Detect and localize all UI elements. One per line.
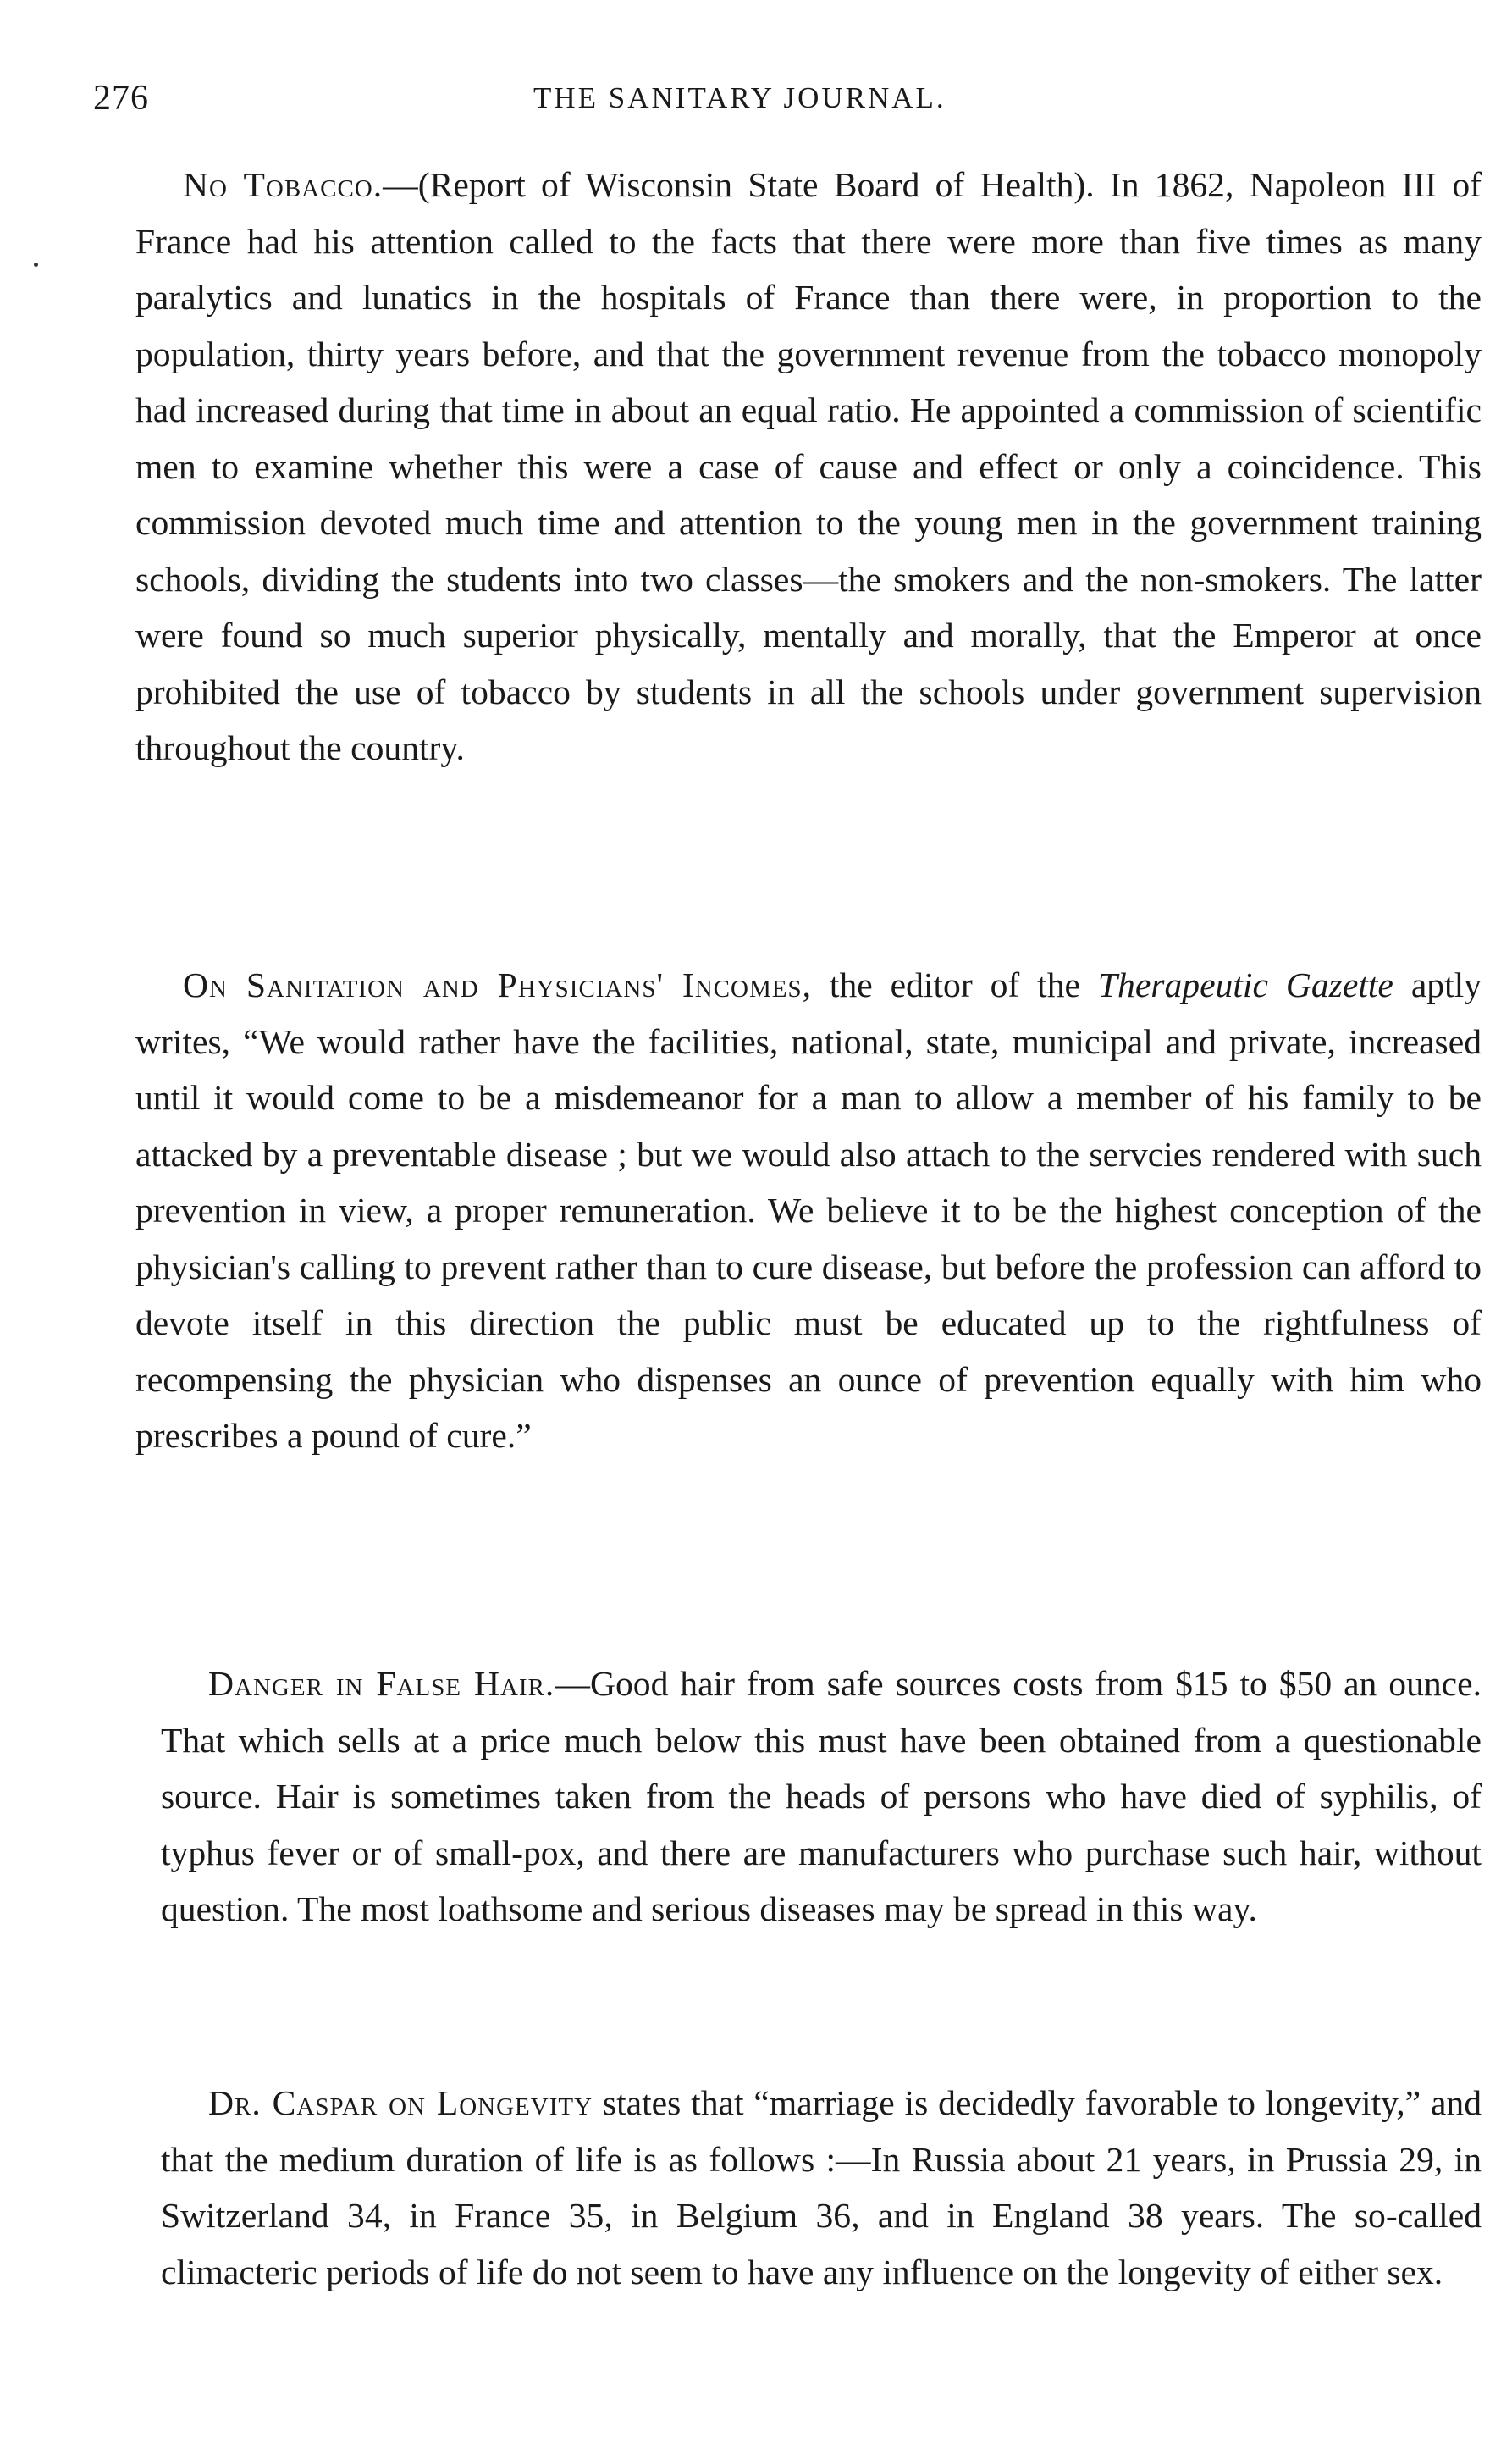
stray-mark xyxy=(34,263,38,267)
article-lead: On Sanitation and Physicians' Incomes, xyxy=(183,965,812,1004)
article-no-tobacco xyxy=(135,157,1482,777)
article-sanitation-incomes xyxy=(135,957,1482,1464)
article-body: —Good hair from safe sources costs from $15 to $50 an ounce. That which sells at a price much below this must have been obtained from a questionable source. Hair is sometimes taken from the heads of persons who have died of syphilis, of typhus fever or of small-pox, and there are manufacturers who purchase such hair, without question. The most loathsome and serious diseases may be spread in this way. xyxy=(161,1664,1482,1928)
article-lead: Danger in False Hair. xyxy=(208,1664,555,1703)
article-lead: Dr. Caspar on Longevity xyxy=(208,2083,593,2122)
page-header xyxy=(93,78,1431,129)
article-longevity xyxy=(161,2075,1482,2300)
article-lead: No Tobacco. xyxy=(183,165,384,204)
article-body: aptly writes, “We would rather have the facilities, national, state, municipal and private, increased until it would come to be a misdemeanor for a man to allow a member of his family to be attacked by a preventable disease ; but we would also attach to the servcies rendered with such prevention in view, a proper remuneration. We believe it to be the highest conception of the physician's calling to prevent rather than to cure disease, but before the profession can afford to devote itself in this direction the public must be educated up to the rightfulness of recompensing the physician who dispenses an ounce of prevention equally with him who prescribes a pound of cure.” xyxy=(135,965,1482,1455)
running-head: THE SANITARY JOURNAL. xyxy=(533,81,946,114)
page-number: 276 xyxy=(93,79,149,118)
article-body: —(Report of Wisconsin State Board of Health). In 1862, Napoleon III of France had his attention called to the facts that there were more than five times as many paralytics and lunatics in the hospitals of France than there were, in proportion to the population, thirty years before, and that the government revenue from the tobacco monopoly had increased during that time in about an equal ratio. He appointed a commission of scientific men to examine whether this were a case of cause and effect or only a coincidence. This commission devoted much time and attention to the young men in the government training schools, dividing the students into two classes—the smokers and the non-smokers. The latter were found so much superior physically, mentally and morally, that the Emperor at once prohibited the use of tobacco by students in all the schools under government supervision throughout the country. xyxy=(135,165,1482,767)
publication-title: Therapeutic Gazette xyxy=(1097,965,1393,1004)
article-body: states that “marriage is decidedly favorable to longevity,” and that the medium duration of life is as follows :—In Russia about 21 years, in Prussia 29, in Switzerland 34, in France 35, in Belgium 36, and in England 38 years. The so-called climacteric periods of life do not seem to have any influence on the longevity of either sex. xyxy=(161,2083,1482,2291)
article-body: the editor of the xyxy=(811,965,1098,1004)
article-false-hair xyxy=(161,1656,1482,1938)
